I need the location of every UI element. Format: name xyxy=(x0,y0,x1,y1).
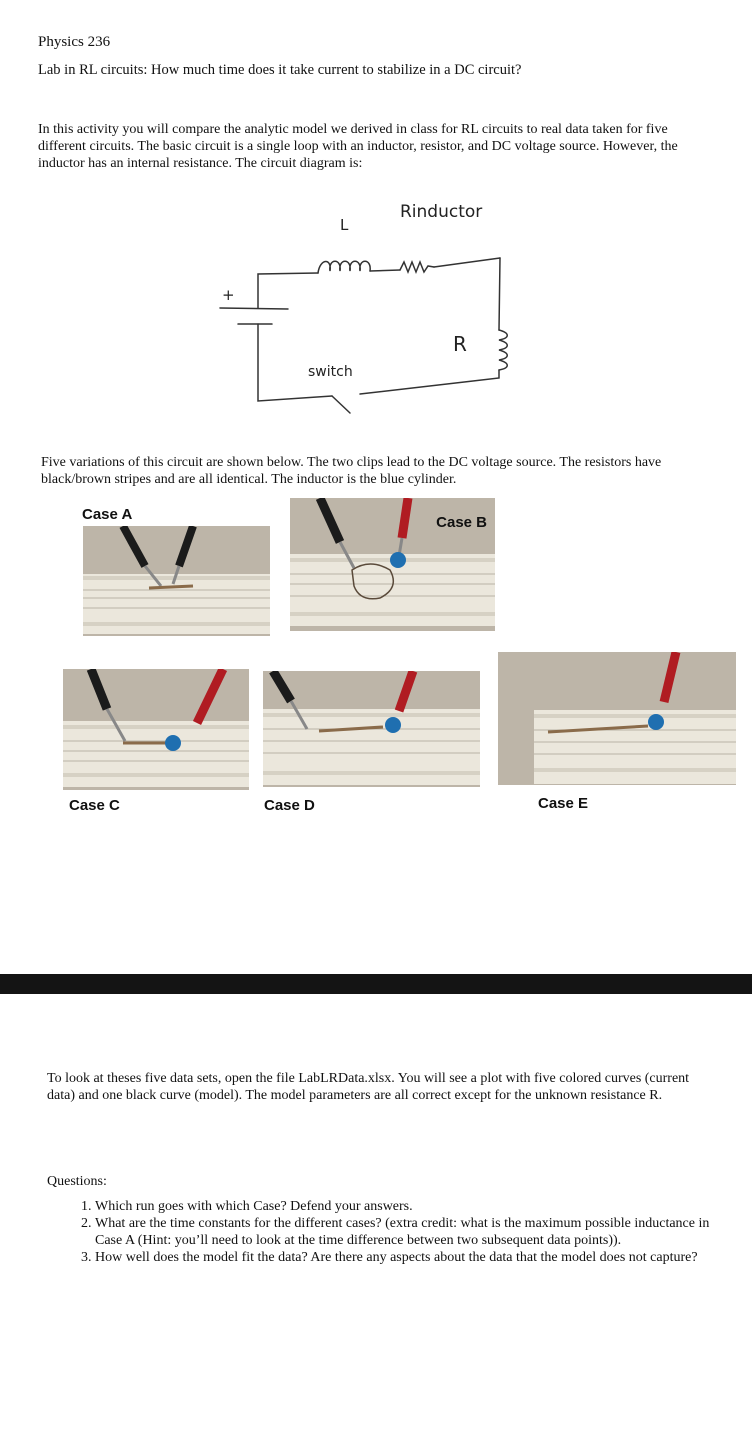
lab-title: Lab in RL circuits: How much time does it take current to stabilize in a DC circuit? xyxy=(38,62,522,78)
label-switch: switch xyxy=(308,364,353,380)
case-b-label: Case B xyxy=(436,514,487,531)
case-d-photo xyxy=(263,671,480,787)
intro-paragraph: In this activity you will compare the analytic model we derived in class for RL circuits to real data taken for five different circuits. The basic circuit is a single loop with an inductor, resistor, and DC voltage source. However, the inductor has an internal resistance. The circuit diagram is: xyxy=(38,122,678,171)
case-d-label: Case D xyxy=(264,797,315,814)
variations-paragraph: Five variations of this circuit are shown below. The two clips lead to the DC voltage source. The resistors have black/brown stripes and are all identical. The inductor is the blue cylinder. xyxy=(41,455,662,487)
circuit-drawing xyxy=(210,196,530,416)
case-a-label: Case A xyxy=(82,506,133,523)
questions-heading: Questions: xyxy=(47,1174,107,1189)
question-item: 1. Which run goes with which Case? Defend your answers. xyxy=(95,1198,718,1215)
page-divider xyxy=(0,974,752,994)
case-b-photo xyxy=(290,498,495,631)
circuit-diagram xyxy=(210,196,530,416)
label-rinductor: Rinductor xyxy=(400,202,483,222)
case-c-photo xyxy=(63,669,249,790)
data-paragraph: To look at theses five data sets, open the file LabLRData.xlsx. You will see a plot with five colored curves (current data) and one black curve (model). The model parameters are all correct except for the unknown resistance R. xyxy=(47,1071,690,1103)
case-c-label: Case C xyxy=(69,797,120,814)
case-e-label: Case E xyxy=(538,795,589,812)
case-a-photo xyxy=(83,526,270,636)
course-title: Physics 236 xyxy=(38,34,111,50)
label-inductance: L xyxy=(340,216,349,234)
question-item: 2. What are the time constants for the different cases? (extra credit: what is the maximum possible inductance in Case A (Hint: you’ll need to look at the time difference between two subsequent data points)). xyxy=(95,1215,718,1249)
question-item: 3. How well does the model fit the data? Are there any aspects about the data that the model does not capture? xyxy=(95,1249,718,1266)
label-resistance: R xyxy=(453,332,467,356)
questions-list xyxy=(48,1198,718,1266)
case-e-photo xyxy=(498,652,736,785)
label-plus: + xyxy=(222,286,235,304)
